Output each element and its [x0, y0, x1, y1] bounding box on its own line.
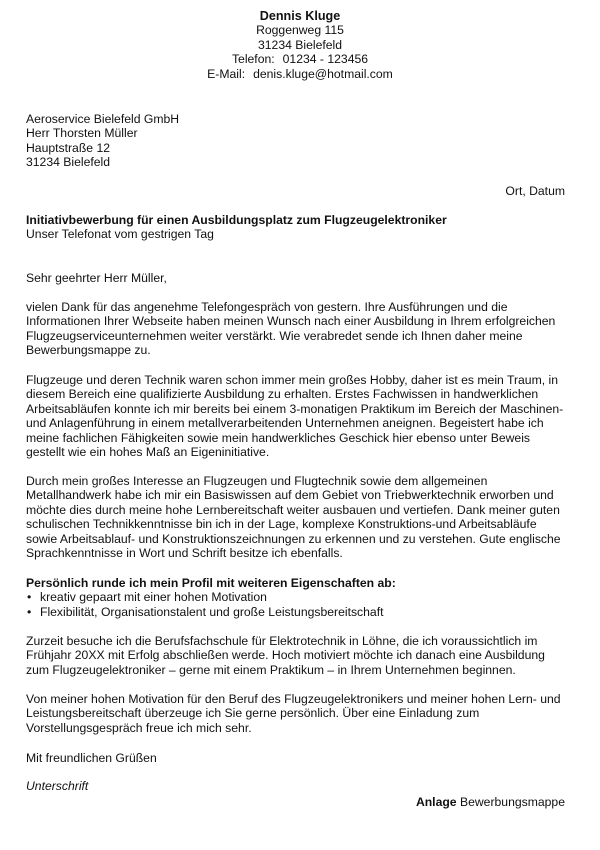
paragraph-thanks: vielen Dank für das angenehme Telefongespräch von gestern. Ihre Ausführungen und die Informationen Ihrer Webseite haben meinen Wunsch nach einer Ausbildung in Ihrem erfolgreichen Flugzeugserviceunternehmen weiter verstärkt. Wie verabredet sende ich Ihnen daher meine Bewerbungsmappe zu. — [26, 300, 556, 358]
sender-street: Roggenweg 115 — [256, 23, 344, 38]
profile-heading: Persönlich runde ich mein Profil mit weiteren Eigenschaften ab: — [26, 576, 396, 590]
list-item: • kreativ gepaart mit einer hohen Motivation — [26, 590, 571, 604]
sender-phone: 01234 - 123456 — [282, 52, 369, 67]
sender-name: Dennis Kluge — [259, 9, 341, 23]
profile-section — [26, 576, 571, 619]
profile-list — [26, 590, 571, 619]
sender-email: denis.kluge@hotmail.com — [253, 66, 393, 81]
subject-block — [26, 213, 571, 242]
enclosure-text: Bewerbungsmappe — [459, 795, 565, 809]
list-item: • Flexibilität, Organisationstalent und große Leistungsbereitschaft — [26, 605, 571, 619]
salutation: Sehr geehrter Herr Müller, — [26, 271, 167, 285]
email-label: E-Mail: — [207, 66, 246, 81]
paragraph-skills: Durch mein großes Interesse an Flugzeugen und Flugtechnik sowie dem allgemeinen Metallhandwerk habe ich mir ein Basiswissen auf dem Gebiet von Triebwerktechnik erworben und möchte dies durch meine hohe Lernbereitschaft weiter ausbauen und vertiefen. Dank meiner guten schulischen Technikkenntnisse bin ich in der Lage, komplexe Konstruktions-und Arbeitsabläufe sowie Arbeitsablauf- und Konstruktionszeichnungen zu erkennen und zu verstehen. Gute englische Sprachkenntnisse in Wort und Schrift besitze ich ebenfalls. — [26, 474, 561, 561]
enclosure-label: Anlage — [415, 795, 457, 809]
phone-label: Telefon: — [231, 52, 275, 67]
recipient-company: Aeroservice Bielefeld GmbH — [26, 112, 180, 126]
subject-title: Initiativbewerbung für einen Ausbildungsplatz zum Flugzeugelektroniker — [26, 213, 447, 227]
paragraph-motivation: Flugzeuge und deren Technik waren schon immer mein großes Hobby, daher ist es mein Traum, in diesem Bereich eine qualifizierte Ausbildung zu erhalten. Erstes Fachwissen in handwerklichen Arbeitsabläufen konnte ich mir bereits bei einem 3-monatigen Praktikum im Bereich der Maschinen- und Anlagenführung in einem metallverarbeitenden Unternehmen aneignen. Begeistert habe ich meine fachlichen Fähigkeiten sowie mein handwerkliches Geschick hier ebenso unter Beweis gestellt wie ein hohes Maß an Eigeninitiative. — [26, 373, 564, 460]
recipient-person: Herr Thorsten Müller — [26, 126, 138, 141]
recipient-city: 31234 Bielefeld — [26, 155, 111, 170]
sender-city: 31234 Bielefeld — [257, 37, 343, 52]
subject-reference: Unser Telefonat vom gestrigen Tag — [26, 227, 214, 242]
recipient-block — [26, 112, 179, 170]
paragraph-school: Zurzeit besuche ich die Berufsfachschule für Elektrotechnik in Löhne, die ich voraussichtlich im Frühjahr 20XX mit Erfolg abschließen werde. Hoch motiviert möchte ich danach eine Ausbildung zum Flugzeugelektroniker – gerne mit einem Praktikum – in Ihrem Unternehmen beginnen. — [26, 634, 545, 677]
signature: Unterschrift — [26, 779, 89, 793]
closing: Mit freundlichen Grüßen — [26, 751, 157, 765]
sender-block — [0, 9, 600, 81]
sender-email-line — [0, 67, 600, 81]
paragraph-conclusion: Von meiner hohen Motivation für den Beruf des Flugzeugelektronikers und meiner hohen Lern- und Leistungsbereitschaft überzeuge ich Sie gerne persönlich. Über eine Einladung zum Vorstellungsgespräch freue ich mich sehr. — [26, 692, 561, 735]
enclosure — [416, 795, 565, 809]
sender-phone-line — [0, 52, 600, 66]
place-date: Ort, Datum — [505, 184, 565, 198]
recipient-street: Hauptstraße 12 — [26, 140, 111, 155]
